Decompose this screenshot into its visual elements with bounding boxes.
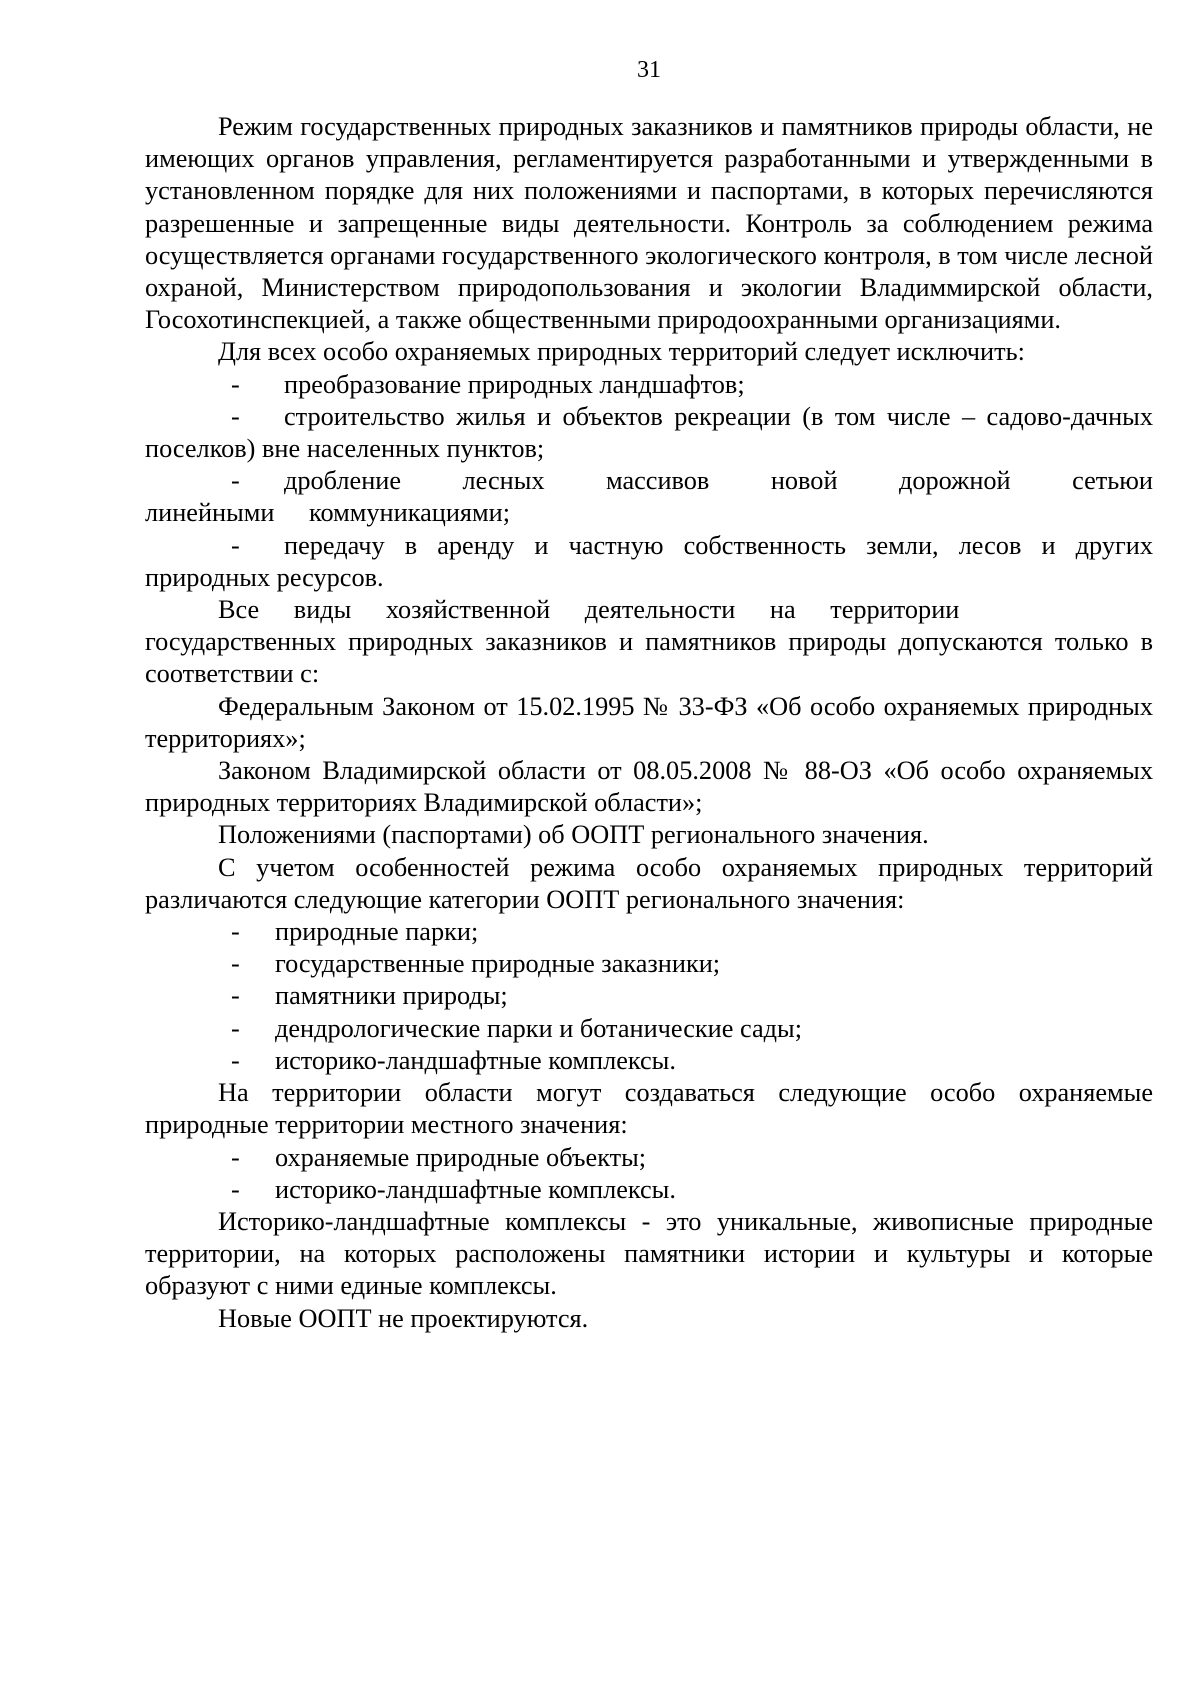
list-item-text: памятники природы; [275,981,508,1011]
document-body [145,111,1153,1335]
paragraph-new-protected-areas: Новые ООПТ не проектируются. [218,1303,589,1333]
list-item-category [145,916,1153,948]
list-dash: - [231,1174,240,1204]
list-dash: - [231,1013,240,1043]
list-item-category [145,948,1153,980]
list-dash: - [231,917,240,947]
list-item-text: преобразование природных ландшафтов; [284,369,745,399]
list-item-exclusion [145,401,1153,465]
list-item-exclusion [145,465,1153,529]
paragraph-historic-landscapes: Историко-ландшафтные комплексы - это уникальные, живописные природные территории, на которых расположены памятники истории и культуры и которые образуют с ними единые комплексы. [145,1206,1153,1301]
list-dash: - [231,530,240,560]
list-item-text: передачу в аренду и частную собственность земли, лесов и других природных ресурсов. [145,530,1153,592]
paragraph-activities-line1: Все виды хозяйственной деятельности на территории [218,595,960,625]
paragraph-exclusions-intro: Для всех особо охраняемых природных территорий следует исключить: [218,337,1025,367]
list-dash: - [231,369,240,399]
paragraph-regulations: Положениями (паспортами) об ООПТ регионального значения. [218,820,929,850]
list-item-category [145,1045,1153,1077]
page-number: 31 [637,57,661,83]
list-item-text: историко-ландшафтные комплексы. [275,1174,676,1204]
list-item-text: природные парки; [275,917,479,947]
list-item-text: охраняемые природные объекты; [275,1142,647,1172]
paragraph-local-intro: На территории области могут создаваться следующие особо охраняемые природные территории местного значения: [145,1078,1153,1140]
list-item-category [145,1013,1153,1045]
list-dash: - [231,1045,240,1075]
paragraph-categories-intro: С учетом особенностей режима особо охраняемых природных территорий различаются следующие категории ООПТ регионального значения: [145,852,1153,914]
list-item-text: дробление лесных массивов новой дорожной сетьюи линейными коммуникациями; [145,466,1153,528]
list-item-local [145,1142,1153,1174]
list-dash: - [231,981,240,1011]
list-dash: - [231,401,240,431]
list-item-category [145,980,1153,1012]
list-dash: - [231,1142,240,1172]
paragraph-regional-law: Законом Владимирской области от 08.05.2008 № 88-ОЗ «Об особо охраняемых природных территориях Владимирской области»; [145,756,1153,818]
list-dash: - [231,466,240,496]
paragraph-federal-law: Федеральным Законом от 15.02.1995 № 33-ФЗ «Об особо охраняемых природных территориях»; [145,691,1153,753]
list-item-exclusion [145,369,1153,401]
list-item-text: дендрологические парки и ботанические сады; [275,1013,803,1043]
paragraph-activities: государственных природных заказников и памятников природы допускаются только в соответствии с: [145,627,1153,689]
list-item-text: историко-ландшафтные комплексы. [275,1045,676,1075]
list-item-text: строительство жилья и объектов рекреации (в том числе – садово-дачных поселков) вне населенных пунктов; [145,401,1153,464]
list-item-exclusion [145,530,1153,594]
list-item-text: государственные природные заказники; [275,949,721,979]
list-item-local [145,1174,1153,1206]
list-dash: - [231,949,240,979]
paragraph-regime: Режим государственных природных заказников и памятников природы области, не имеющих органов управления, регламентируется разработанными и утвержденными в установленном порядке для них положениями и паспортами, в которых перечисляются разрешенные и запрещенные виды деятельности. Контроль за соблюдением режима осуществляется органами государственного экологического контроля, в том числе лесной охраной, Министерством природопользования и экологии Владиммирской области, Госохотинспекцией, а также общественными природоохранными организациями. [145,112,1153,335]
